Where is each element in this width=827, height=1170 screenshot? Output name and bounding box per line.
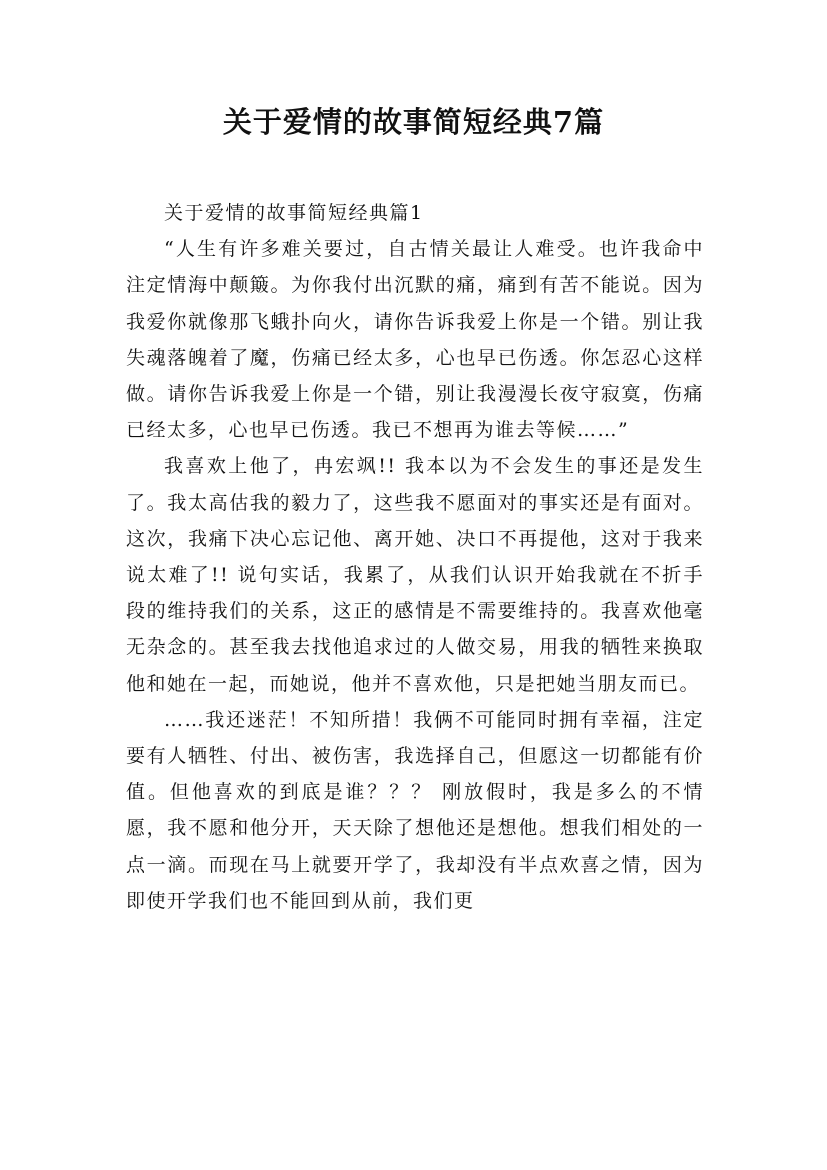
paragraph-lyrics: “人生有许多难关要过，自古情关最让人难受。也许我命中注定情海中颠簸。为你我付出沉默的痛，痛到有苦不能说。因为我爱你就像那飞蛾扑向火，请你告诉我爱上你是一个错。别让我失魂落魄着了魔，伤痛已经太多，心也早已伤透。你怎忍心这样做。请你告诉我爱上你是一个错，别让我漫漫长夜守寂寞，伤痛已经太多，心也早已伤透。我已不想再为谁去等候……” — [126, 238, 704, 442]
section-heading: 关于爱情的故事简短经典篇1 — [164, 202, 424, 224]
document-title: 关于爱情的故事简短经典7篇 — [222, 105, 605, 139]
paragraph-continued: ……我还迷茫！不知所措！我俩不可能同时拥有幸福，注定要有人牺牲、付出、被伤害，我选择自己，但愿这一切都能有价值。但他喜欢的到底是谁？？？ 刚放假时，我是多么的不情愿，我不愿和他分开，天天除了想他还是想他。想我们相处的一点一滴。而现在马上就要开学了，我却没有半点欢喜之情，因为即使开学我们也不能回到从前，我们更 — [126, 708, 704, 912]
paragraph-story: 我喜欢上他了，冉宏飒!! 我本以为不会发生的事还是发生了。我太高估我的毅力了，这些我不愿面对的事实还是有面对。这次，我痛下决心忘记他、离开她、决口不再提他，这对于我来说太难了!! 说句实话，我累了，从我们认识开始我就在不折手段的维持我们的关系，这正的感情是不需要维持的。我喜欢他毫无杂念的。甚至我去找他追求过的人做交易，用我的牺牲来换取他和她在一起，而她说，他并不喜欢他，只是把她当朋友而已。 — [126, 455, 704, 695]
document-body — [126, 195, 704, 919]
